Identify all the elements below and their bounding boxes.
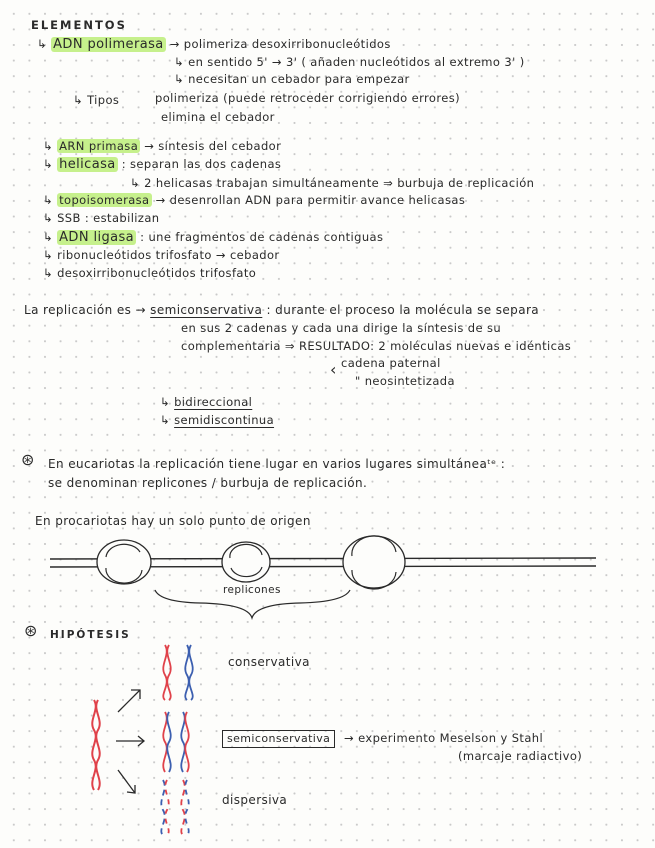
procariotas-line: En procariotas hay un solo punto de origen (35, 514, 311, 528)
tipos-label: ↳ Tipos (73, 93, 120, 107)
arrow-icon: ↳ (37, 37, 48, 51)
term-adn-polimerasa: ADN polimerasa (53, 37, 164, 52)
section-title-elementos: ELEMENTOS (31, 18, 127, 32)
arrow-icon (116, 690, 144, 793)
neosintetizada: " neosintetizada (355, 374, 455, 388)
adn-polimerasa-desc: → polimeriza desoxirribonucleótidos (169, 37, 391, 51)
term-bidireccional: bidireccional (174, 395, 253, 409)
item-text: → síntesis del cebador (144, 139, 282, 153)
replicacion-lead: La replicación es → (24, 303, 146, 317)
label-conservativa: conservativa (228, 655, 310, 669)
arrow-icon: ↳ (43, 211, 54, 225)
arrow-icon: ↳ (160, 413, 171, 427)
item-text: desoxirribonucleótidos trifosfato (57, 266, 257, 280)
term-semiconservativa: semiconservativa (150, 303, 263, 317)
asterisk-icon: ⊛ (24, 621, 38, 640)
experimento-line: → experimento Meselson y Stahl (344, 731, 544, 745)
arrow-icon: ↳ (43, 266, 54, 280)
brace-icon: ‹ (330, 360, 337, 379)
dna-dispersiva-icon (161, 780, 188, 835)
list-item-sub: ↳ 2 helicasas trabajan simultáneamente ⇒ burbuja de replicación (130, 176, 535, 190)
label-dispersiva: dispersiva (222, 793, 288, 807)
tipo-1: polimeriza (puede retroceder corrigiendo errores) (155, 91, 460, 105)
replication-bubble (97, 540, 151, 584)
arrow-icon: ↳ (43, 248, 54, 262)
term-helicasa: helicasa (59, 157, 116, 172)
eucariotas-line1: En eucariotas la replicación tiene lugar en varios lugares simultáneaᵗᵉ : (48, 457, 506, 471)
term-semidiscontinua: semidiscontinua (174, 413, 275, 427)
arrow-icon: ↳ (43, 193, 54, 207)
adn-polimerasa-line3: ↳ necesitan un cebador para empezar (174, 72, 410, 86)
cadena-paternal: cadena paternal (341, 356, 441, 370)
dna-semiconservativa-icon (163, 712, 188, 772)
replicacion-line1-rest: : durante el proceso la molécula se separa (266, 303, 540, 317)
hipotesis-title: HIPÓTESIS (50, 629, 131, 641)
item-text: SSB : estabilizan (57, 211, 160, 225)
item-text: : separan las dos cadenas (121, 157, 282, 171)
arrow-icon: ↳ (160, 395, 171, 409)
replicacion-line3: complementaria ⇒ RESULTADO: 2 moléculas nuevas e idénticas (181, 339, 572, 353)
item-text: ribonucleótidos trifosfato → cebador (57, 248, 280, 262)
arrow-icon: ↳ (43, 139, 54, 153)
tipo-2: elimina el cebador (161, 110, 275, 124)
replication-bubble (343, 536, 405, 588)
arrow-icon: ↳ (43, 230, 54, 244)
asterisk-icon: ⊛ (21, 450, 35, 469)
arrow-icon: ↳ (43, 157, 54, 171)
replicacion-line2: en sus 2 cadenas y cada una dirige la síntesis de su (181, 321, 502, 335)
dna-original-icon (92, 700, 99, 790)
term-adn-ligasa: ADN ligasa (59, 230, 135, 245)
marcaje-line: (marcaje radiactivo) (458, 749, 583, 763)
eucariotas-line2: se denominan replicones / burbuja de replicación. (48, 476, 368, 490)
term-topoisomerasa: topoisomerasa (59, 193, 150, 207)
term-arn-primasa: ARN primasa (59, 139, 139, 153)
dna-conservativa-icon (163, 645, 192, 700)
label-semiconservativa: semiconservativa (222, 730, 335, 748)
adn-polimerasa-line2: ↳ en sentido 5' → 3' ( añaden nucleótidos al extremo 3' ) (174, 55, 525, 69)
item-text: : une fragmentos de cadenas contiguas (140, 230, 384, 244)
replicones-label: replicones (223, 584, 281, 596)
item-text: → desenrollan ADN para permitir avance helicasas (155, 193, 466, 207)
